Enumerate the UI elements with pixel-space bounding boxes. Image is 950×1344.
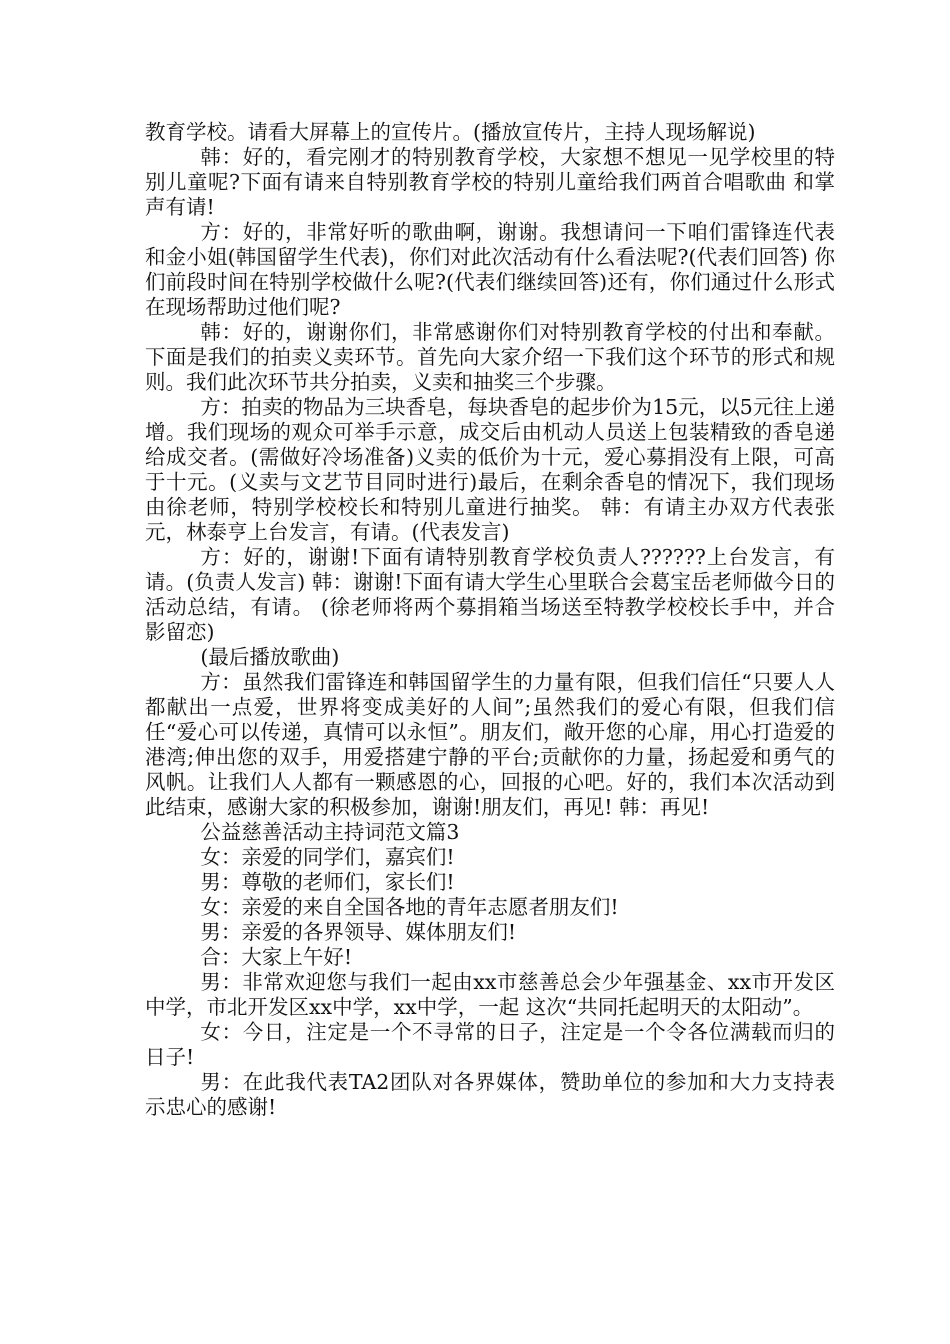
paragraph: 女：今日，注定是一个不寻常的日子，注定是一个令各位满载而归的日子! xyxy=(145,1020,835,1069)
paragraph: 男：在此我代表TA2团队对各界媒体，赞助单位的参加和大力支持表示忠心的感谢! xyxy=(145,1070,835,1119)
paragraph: 韩：好的，看完刚才的特别教育学校，大家想不想见一见学校里的特别儿童呢?下面有请来自特别教育学校的特别儿童给我们两首合唱歌曲 和掌声有请! xyxy=(145,145,835,219)
paragraph: 韩：好的，谢谢你们，非常感谢你们对特别教育学校的付出和奉献。下面是我们的拍卖义卖环节。首先向大家介绍一下我们这个环节的形式和规则。我们此次环节共分拍卖，义卖和抽奖三个步骤。 xyxy=(145,320,835,394)
paragraph: 男：尊敬的老师们，家长们! xyxy=(200,870,455,894)
paragraph: 方：虽然我们雷锋连和韩国留学生的力量有限，但我们信任“只要人人都献出一点爱，世界将变成美好的人间”;虽然我们的爱心有限，但我们信任“爱心可以传递，真情可以永恒”。朋友们，敞开您的心扉，用心打造爱的港湾;伸出您的双手，用爱搭建宁静的平台;贡献你的力量，扬起爱和勇气的风帆。让我们人人都有一颗感恩的心，回报的心吧。好的，我们本次活动到此结束，感谢大家的积极参加，谢谢!朋友们，再见! 韩：再见! xyxy=(145,670,835,819)
paragraph: 方：好的，非常好听的歌曲啊，谢谢。我想请问一下咱们雷锋连代表和金小姐(韩国留学生代表)，你们对此次活动有什么看法呢?(代表们回答) 你们前段时间在特别学校做什么呢?(代表们继续回答)还有，你们通过什么形式在现场帮助过他们呢? xyxy=(145,220,835,319)
paragraph: 女：亲爱的来自全国各地的青年志愿者朋友们! xyxy=(200,895,619,919)
document-body xyxy=(145,120,835,1120)
section-heading: 公益慈善活动主持词范文篇3 xyxy=(200,820,460,844)
paragraph: 方：好的，谢谢!下面有请特别教育学校负责人??????上台发言，有请。(负责人发言) 韩：谢谢!下面有请大学生心里联合会葛宝岳老师做今日的活动总结，有请。 (徐老师将两个募捐箱当场送至特教学校校长手中，并合影留恋) xyxy=(145,545,835,644)
paragraph: 教育学校。请看大屏幕上的宣传片。(播放宣传片，主持人现场解说) xyxy=(145,120,756,144)
paragraph: 合：大家上午好! xyxy=(200,945,353,969)
paragraph: 男：非常欢迎您与我们一起由xx市慈善总会少年强基金、xx市开发区中学，市北开发区xx中学，xx中学，一起 这次“共同托起明天的太阳动”。 xyxy=(145,970,835,1019)
paragraph: (最后播放歌曲) xyxy=(200,645,340,669)
paragraph: 男：亲爱的各界领导、媒体朋友们! xyxy=(200,920,517,944)
paragraph: 方：拍卖的物品为三块香皂，每块香皂的起步价为15元，以5元往上递增。我们现场的观众可举手示意，成交后由机动人员送上包装精致的香皂递给成交者。(需做好冷场准备)义卖的低价为十元，爱心募捐没有上限，可高于十元。(义卖与文艺节目同时进行)最后，在剩余香皂的情况下，我们现场由徐老师，特别学校校长和特别儿童进行抽奖。 韩：有请主办双方代表张元，林泰亨上台发言，有请。(代表发言) xyxy=(145,395,835,544)
paragraph: 女：亲爱的同学们，嘉宾们! xyxy=(200,845,455,869)
